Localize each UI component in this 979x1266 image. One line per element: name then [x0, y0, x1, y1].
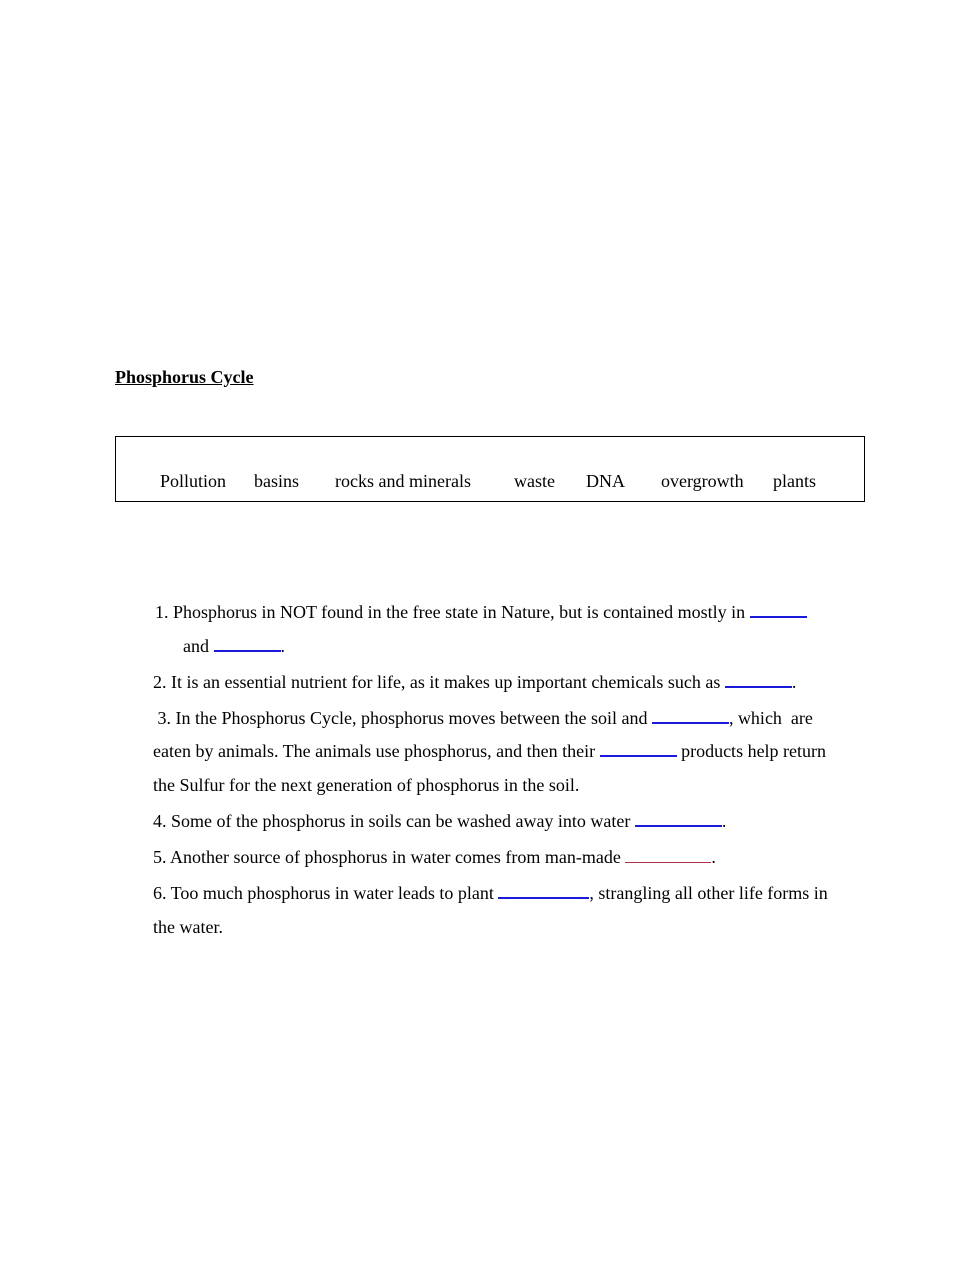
answer-blank[interactable]: [600, 741, 677, 757]
question-text: , which are: [728, 708, 813, 728]
word-bank-item: overgrowth: [661, 471, 744, 491]
question-text: and: [183, 636, 214, 656]
answer-blank[interactable]: [625, 848, 711, 863]
question-text: 5. Another source of phosphorus in water comes from man-made: [153, 847, 626, 867]
question-text: .: [280, 636, 285, 656]
page-title: Phosphorus Cycle: [115, 367, 254, 387]
word-bank-item: plants: [773, 471, 816, 491]
question-text: .: [721, 811, 727, 831]
word-bank: [115, 436, 865, 502]
answer-blank[interactable]: [725, 672, 792, 688]
question-text: .: [711, 847, 716, 867]
answer-blank[interactable]: [750, 602, 807, 618]
question-text: products help return: [676, 741, 827, 761]
question-text: 6. Too much phosphorus in water leads to plant: [153, 883, 499, 903]
question-text: , strangling all other life forms in: [589, 883, 828, 903]
word-bank-item: DNA: [586, 471, 625, 491]
answer-blank[interactable]: [498, 883, 589, 899]
question-text: 4. Some of the phosphorus in soils can be washed away into water: [153, 811, 635, 831]
word-bank-item: waste: [514, 471, 555, 491]
question-text: 3. In the Phosphorus Cycle, phosphorus moves between the soil and: [153, 708, 652, 728]
question-text: 1. Phosphorus in NOT found in the free state in Nature, but is contained mostly in: [155, 602, 750, 622]
question-text: eaten by animals. The animals use phosphorus, and then their: [153, 741, 600, 761]
word-bank-item: rocks and minerals: [335, 471, 471, 491]
word-bank-item: basins: [254, 471, 299, 491]
answer-blank[interactable]: [635, 811, 722, 827]
question-text: the water.: [153, 917, 223, 937]
question-text: 2. It is an essential nutrient for life, as it makes up important chemicals such as: [153, 672, 725, 692]
answer-blank[interactable]: [214, 636, 281, 652]
question-text: the Sulfur for the next generation of phosphorus in the soil.: [153, 775, 580, 795]
question-6-line-2: [144, 896, 223, 938]
word-bank-item: Pollution: [160, 471, 227, 491]
question-text: .: [791, 672, 797, 692]
question-6-line-1: [144, 862, 828, 904]
